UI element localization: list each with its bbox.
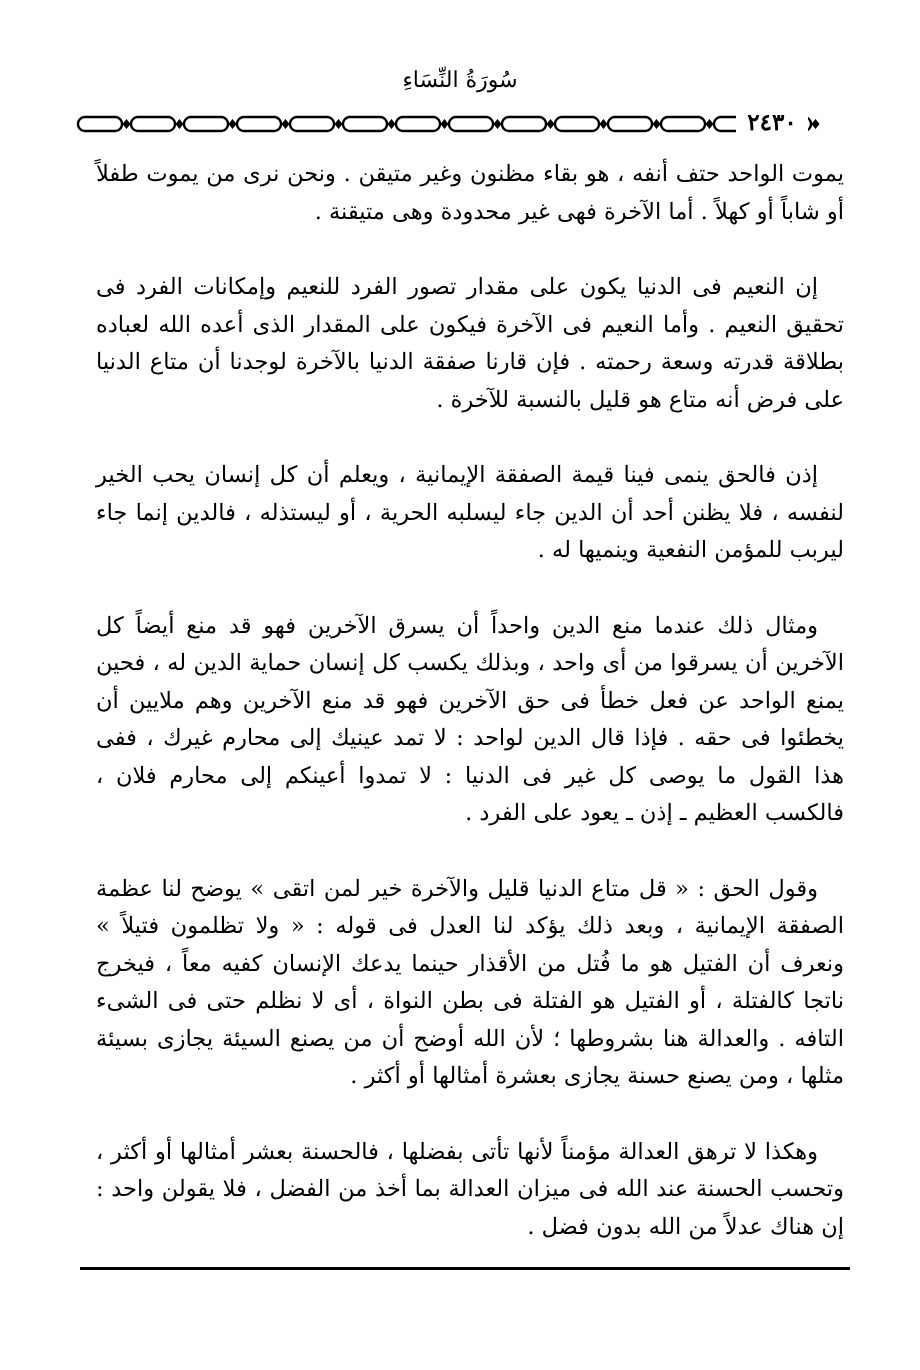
paragraph-4: ومثال ذلك عندما منع الدين واحداً أن يسرق الآخرين فهو قد منع أيضاً كل الآخرين أن يسرقوا من أى واحد ، وبذلك يكسب كل إنسان حماية الدين له ، فحين يمنع الواحد عن فعل خطأ فى حق الآخرين فهو قد منع الآخرين وهم ملايين أن يخطئوا فى حقه . فإذا قال الدين لواحد : لا تمد عينيك إلى محارم غيرك ، ففى هذا القول ما يوصى كل غير فى الدنيا : لا تمدوا أعينكم إلى محارم فلان ، فالكسب العظيم ـ إذن ـ يعود على الفرد . (96, 612, 844, 826)
paragraph-2: إن النعيم فى الدنيا يكون على مقدار تصور الفرد للنعيم وإمكانات الفرد فى تحقيق النعيم . وأما النعيم فى الآخرة فيكون على المقدار الذى أعده الله لعباده بطلاقة قدرته وسعة رحمته . فإن قارنا صفقة الدنيا بالآخرة لوجدنا أن متاع الدنيا على فرض أنه متاع هو قليل بالنسبة للآخرة . (96, 274, 844, 413)
chain-diamond (176, 119, 184, 129)
chain-diamond (494, 119, 502, 129)
paragraph-5: وقول الحق : « قل متاع الدنيا قليل والآخرة خير لمن اتقى » يوضح لنا عظمة الصفقة الإيمانية ، وبعد ذلك يؤكد لنا العدل فى قوله : « ولا تظلمون فتيلاً » ونعرف أن الفتيل هو ما فُتل من الأقذار حينما يدعك الإنسان كفيه معاً ، فيخرج ناتجا كالفتلة ، أو الفتيل هو الفتلة فى بطن النواة ، أى لا نظلم حتى فى الشىء التافه . والعدالة هنا بشروطها ؛ لأن الله أوضح أن من يصنع السيئة يجازى بسيئة مثلها ، ومن يصنع حسنة يجازى بعشرة أمثالها أو أكثر . (96, 875, 844, 1089)
chain-diamond (600, 119, 608, 129)
chain-diamond (653, 119, 661, 129)
chain-link (237, 117, 281, 131)
surah-title: سُورَةُ النِّسَاءِ (402, 68, 518, 93)
chain-diamond (812, 119, 820, 129)
body-text (96, 156, 844, 1284)
chain-link (184, 117, 228, 131)
page-number: ٢٤٣٠ (736, 110, 808, 136)
chain-diamond (335, 119, 343, 129)
chain-link (555, 117, 599, 131)
chain-link (449, 117, 493, 131)
chain-link (290, 117, 334, 131)
paragraph-1: يموت الواحد حتف أنفه ، هو بقاء مظنون وغير متيقن . ونحن نرى من يموت طفلاً أو شاباً أو كهلاً . أما الآخرة فهى غير محدودة وهى متيقنة . (96, 161, 844, 225)
chain-link (608, 117, 652, 131)
chain-diamond (441, 119, 449, 129)
chain-link (131, 117, 175, 131)
chain-diamond (706, 119, 714, 129)
chain-diamond (229, 119, 237, 129)
bottom-rule (80, 1267, 850, 1270)
chain-diamond (282, 119, 290, 129)
chain-link (78, 117, 122, 131)
chain-diamond (123, 119, 131, 129)
chain-link (502, 117, 546, 131)
paragraph-3: إذن فالحق ينمى فينا قيمة الصفقة الإيمانية ، ويعلم أن كل إنسان يحب الخير لنفسه ، فلا يظنن أحد أن الدين جاء ليسلبه الحرية ، أو ليستذله ، فالدين إنما جاء ليربب للمؤمن النفعية وينميها له . (96, 462, 844, 563)
chain-link (396, 117, 440, 131)
chain-diamond (388, 119, 396, 129)
chain-diamond (547, 119, 555, 129)
paragraph-6: وهكذا لا ترهق العدالة مؤمناً لأنها تأتى بفضلها ، فالحسنة بعشر أمثالها أو أكثر ، وتحسب الحسنة عند الله فى ميزان العدالة بما أخذ من الفضل ، فلا يقولن واحد : إن هناك عدلاً من الله بدون فضل . (96, 1138, 844, 1240)
chain-link (661, 117, 705, 131)
chain-link (343, 117, 387, 131)
